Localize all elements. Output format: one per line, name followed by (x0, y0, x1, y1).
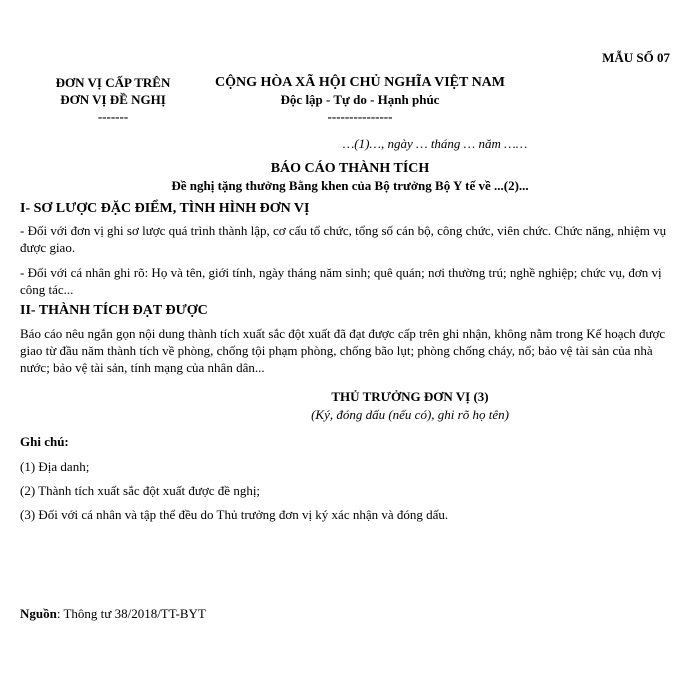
section1-para2: - Đối với cá nhân ghi rõ: Họ và tên, giới tính, ngày tháng năm sinh; quê quán; nơi thường trú; nghề nghiệp; chức vụ, đơn vị công tác... (20, 265, 662, 297)
title-sub: Đề nghị tặng thưởng Bằng khen của Bộ trưởng Bộ Y tế về ...(2)... (171, 178, 529, 193)
org-header (28, 74, 198, 125)
title-main: BÁO CÁO THÀNH TÍCH (270, 161, 430, 176)
national-header (200, 74, 520, 125)
section1-heading: I- SƠ LƯỢC ĐẶC ĐIỂM, TÌNH HÌNH ĐƠN VỊ (20, 201, 310, 216)
dateline: …(1)…, ngày … tháng … năm …… (342, 136, 528, 151)
source-text: : Thông tư 38/2018/TT-BYT (56, 606, 206, 621)
form-number: MẪU SỐ 07 (602, 50, 670, 65)
section1-para1: - Đối với đơn vị ghi sơ lược quá trình thành lập, cơ cấu tổ chức, tổng số cán bộ, công chức, viên chức. Chức năng, nhiệm vụ được giao. (20, 223, 667, 255)
document-title (0, 160, 700, 194)
proposing-unit: ĐƠN VỊ ĐỀ NGHỊ (60, 92, 166, 107)
org-divider: ------- (97, 109, 129, 124)
signature-block (280, 388, 540, 424)
note-item-3: (3) Đối với cá nhân và tập thể đều do Thủ trưởng đơn vị ký xác nhận và đóng dấu. (20, 507, 449, 522)
note-item-1: (1) Địa danh; (20, 459, 90, 474)
section2-para1: Báo cáo nêu ngắn gọn nội dung thành tích xuất sắc đột xuất đã đạt được cấp trên ghi nhận, không nằm trong Kế hoạch được giao từ đầu năm thành tích về phòng, chống tội phạm phòng, chống bão lụt; phòng chống cháy, nổ; bảo vệ tài sản của nhà nước; bảo vệ tài sản, tính mạng của nhân dân... (20, 326, 666, 375)
signature-title: THỦ TRƯỞNG ĐƠN VỊ (3) (331, 389, 489, 404)
notes-heading: Ghi chú: (20, 434, 69, 449)
superior-unit: ĐƠN VỊ CẤP TRÊN (55, 75, 171, 90)
note-item-2: (2) Thành tích xuất sắc đột xuất được đề nghị; (20, 483, 261, 498)
nation-divider: --------------- (327, 109, 393, 124)
signature-note: (Ký, đóng dấu (nếu có), ghi rõ họ tên) (311, 407, 509, 422)
source-line (20, 606, 206, 622)
nation-name: CỘNG HÒA XÃ HỘI CHỦ NGHĨA VIỆT NAM (214, 75, 505, 90)
source-label: Nguồn (20, 606, 57, 621)
nation-motto: Độc lập - Tự do - Hạnh phúc (280, 92, 440, 107)
section2-heading: II- THÀNH TÍCH ĐẠT ĐƯỢC (20, 303, 208, 318)
